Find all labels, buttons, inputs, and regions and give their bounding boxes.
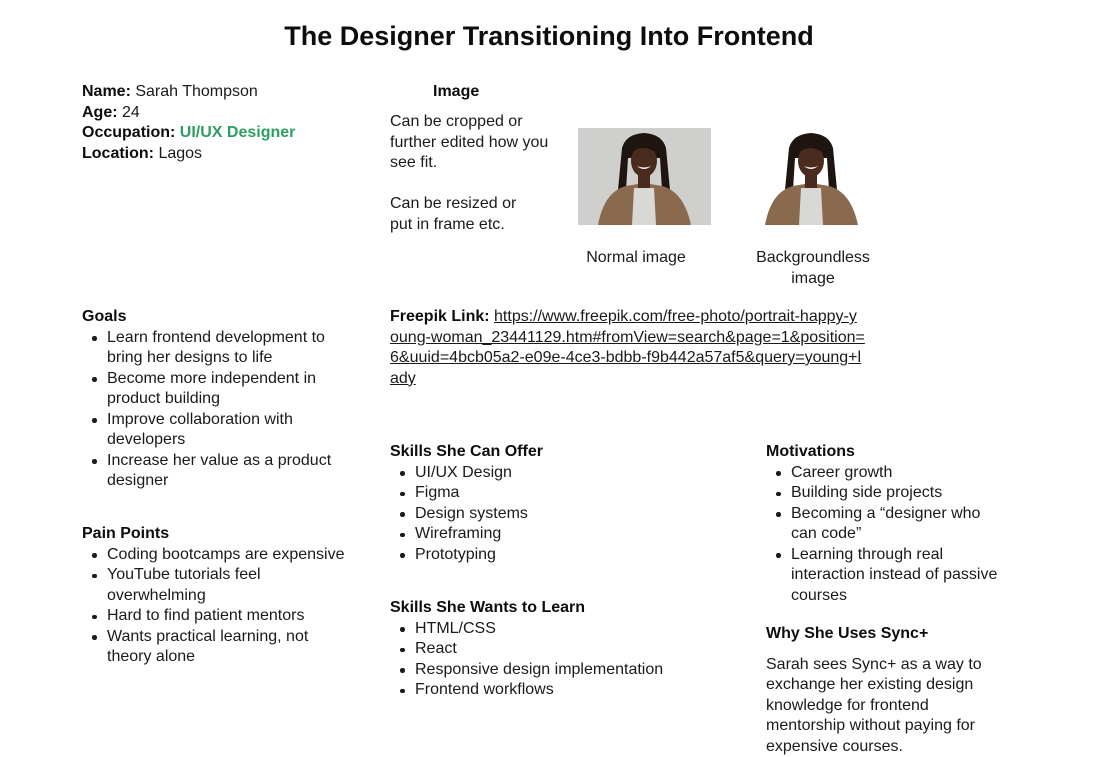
image-note-resize: Can be resized or put in frame etc. <box>390 194 540 235</box>
skills-offer-heading: Skills She Can Offer <box>390 442 710 463</box>
pain-point-item: YouTube tutorials feel overwhelming <box>107 565 347 606</box>
image-note-crop: Can be cropped or further edited how you see fit. <box>390 112 550 174</box>
skill-learn-item: HTML/CSS <box>415 619 730 640</box>
pain-points-section <box>82 524 347 668</box>
age-row <box>82 103 362 124</box>
why-sync-section <box>766 624 1006 757</box>
goals-section <box>82 307 347 492</box>
pain-point-item: Coding bootcamps are expensive <box>107 545 347 566</box>
skill-offer-item: Prototyping <box>415 545 710 566</box>
location-value: Lagos <box>158 145 202 162</box>
skill-learn-item: Responsive design implementation <box>415 660 730 681</box>
motivation-item: Becoming a “designer who can code” <box>791 504 1006 545</box>
motivations-heading: Motivations <box>766 442 1006 463</box>
pain-point-item: Hard to find patient mentors <box>107 606 347 627</box>
location-label: Location: <box>82 145 154 162</box>
occupation-row <box>82 123 362 144</box>
caption-normal-image: Normal image <box>572 248 700 269</box>
occupation-label: Occupation: <box>82 124 175 141</box>
skills-learn-section <box>390 598 730 701</box>
freepik-label: Freepik Link: <box>390 308 490 325</box>
why-sync-text: Sarah sees Sync+ as a way to exchange her existing design knowledge for frontend mentorship without paying for expensive courses. <box>766 655 1006 757</box>
motivation-item: Career growth <box>791 463 1006 484</box>
skills-offer-list <box>390 463 710 566</box>
goal-item: Improve collaboration with developers <box>107 410 347 451</box>
skill-offer-item: Wireframing <box>415 524 710 545</box>
goal-item: Learn frontend development to bring her designs to life <box>107 328 347 369</box>
age-label: Age: <box>82 104 118 121</box>
goals-heading: Goals <box>82 307 347 328</box>
goals-list <box>82 328 347 492</box>
location-row <box>82 144 362 165</box>
goal-item: Become more independent in product building <box>107 369 347 410</box>
skills-learn-heading: Skills She Wants to Learn <box>390 598 730 619</box>
name-row <box>82 82 362 103</box>
motivations-section <box>766 442 1006 606</box>
name-label: Name: <box>82 83 131 100</box>
backgroundless-image <box>762 128 860 225</box>
goal-item: Increase her value as a product designer <box>107 451 347 492</box>
image-heading: Image <box>433 82 479 103</box>
pain-points-heading: Pain Points <box>82 524 347 545</box>
age-value: 24 <box>122 104 140 121</box>
skill-learn-item: Frontend workflows <box>415 680 730 701</box>
why-sync-heading: Why She Uses Sync+ <box>766 624 1006 645</box>
skill-offer-item: UI/UX Design <box>415 463 710 484</box>
occupation-value: UI/UX Designer <box>180 124 296 141</box>
freepik-link-block <box>390 307 865 389</box>
portrait-photo <box>578 128 711 225</box>
skills-learn-list <box>390 619 730 701</box>
name-value: Sarah Thompson <box>135 83 257 100</box>
skill-offer-item: Design systems <box>415 504 710 525</box>
pain-point-item: Wants practical learning, not theory alone <box>107 627 347 668</box>
profile-details <box>82 82 362 164</box>
motivation-item: Building side projects <box>791 483 1006 504</box>
skills-offer-section <box>390 442 710 565</box>
motivations-list <box>766 463 1006 607</box>
freepik-link[interactable]: https://www.freepik.com/free-photo/portrait-happy-young-woman_23441129.htm#fromView=search&page=1&position=6&uuid=4bcb05a2-e09e-4ce3-bdbb-f9b442a57af5&query=young+lady <box>390 308 865 387</box>
skill-offer-item: Figma <box>415 483 710 504</box>
portrait-cutout <box>762 128 860 225</box>
pain-points-list <box>82 545 347 668</box>
page-title: The Designer Transitioning Into Frontend <box>0 18 1098 54</box>
caption-backgroundless-image: Backgroundless image <box>748 248 878 289</box>
skill-learn-item: React <box>415 639 730 660</box>
motivation-item: Learning through real interaction instead of passive courses <box>791 545 1006 607</box>
normal-image <box>578 128 711 225</box>
